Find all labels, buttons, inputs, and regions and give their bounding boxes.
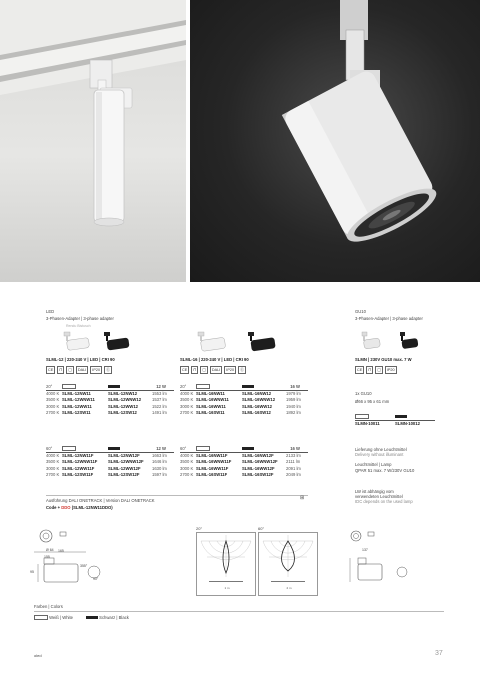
table-row: 3500 K SLML-16WNW11 SLML-16WNW12 1959 lm	[180, 397, 301, 403]
table-row: 3500 K SLML-12WNW11F SLML-12WNW12F 1646 lm	[46, 459, 167, 465]
table-slml12-60	[46, 446, 174, 478]
table-row: 3000 K SLML-16WW11F SLML-16WW12F 2091 lm	[180, 465, 301, 471]
product-photo-ceiling-track	[0, 0, 186, 282]
polar-diagram-60	[258, 532, 318, 596]
delivery-note-en: Delivery without illuminant	[355, 452, 404, 457]
dim-d-label: Ø 64	[46, 548, 54, 552]
beam-angle: 60°	[180, 446, 187, 451]
black-swatch	[108, 447, 120, 450]
slmn-cert-icons: CE ⊓ ▢ IP20	[357, 368, 395, 372]
lamp-label: Leuchtmittel | Lamp	[355, 462, 392, 467]
dali-code: Code + DDO (SLML-12NW11DDO)	[46, 505, 113, 510]
delivery-note-de: Lieferung ohne Leuchtmittel	[355, 447, 407, 452]
divider	[34, 611, 444, 612]
table-slml16-60	[180, 446, 308, 478]
section-gu10-title: GU10	[355, 309, 366, 314]
dim-355: 355°	[80, 564, 88, 568]
table-row: 3500 K SLML-16WNW11F SLML-16WNW12F 2111 lm	[180, 459, 301, 465]
table-row: 2700 K SLML-16SW11 SLML-16SW12 1892 lm	[180, 409, 301, 415]
black-swatch	[86, 616, 98, 619]
slmn-thumbnails	[360, 330, 440, 354]
dim-165: 165	[58, 549, 64, 553]
footer-brand: oled	[34, 653, 42, 658]
beam-angle: 60°	[46, 446, 53, 451]
table-slml16-20	[180, 384, 308, 416]
lw-note-de: LW ist abhängig vom	[355, 489, 394, 494]
lamp-count: 1x GU10	[355, 391, 372, 396]
polar1-label: 20°	[196, 526, 203, 531]
svg-text:1 m: 1 m	[224, 586, 230, 590]
polar2-label: 60°	[258, 526, 265, 531]
black-swatch	[395, 415, 407, 418]
slmn-model-line: SLMN | 230V GU10 max. 7 W	[355, 357, 412, 362]
table-row: 4000 K SLML-16NW11F SLML-16NW12F 2133 lm	[180, 453, 301, 459]
dali-note: Ausführung DALI ONETRACK | Version DALI ONETRACK	[46, 498, 155, 503]
table-row: 2700 K SLML-12SW11 SLML-12SW12 1491 lm	[46, 409, 167, 415]
table-row: 4000 K SLML-16NW11 SLML-16NW12 1979 lm	[180, 391, 301, 397]
adapter-label: 3-Phasen-Adapter | 3-phase adapter	[46, 316, 114, 321]
table-row: 4000 K SLML-12NW11F SLML-12NW12F 1663 lm	[46, 453, 167, 459]
table-slml12-20	[46, 384, 174, 416]
lw-note-de2: verwendeten Leuchtmittel	[355, 494, 403, 499]
black-swatch	[242, 385, 254, 388]
white-swatch	[355, 414, 369, 419]
lw-note-en: IDC depends on the used lamp	[355, 499, 413, 504]
color-white: Weiß | White	[34, 615, 73, 620]
dali-icon: ⊞	[300, 495, 305, 501]
slml16-model-line: SLML-16 | 220-240 V | LED | CRI 90	[180, 357, 249, 362]
black-swatch	[242, 447, 254, 450]
white-swatch	[34, 615, 48, 620]
wattage: 16 W	[290, 384, 300, 389]
table-row: 2700 K SLML-16SW11F SLML-16SW12F 2049 lm	[180, 471, 301, 477]
dim-90: 90°	[93, 577, 99, 581]
table-row: SLMN-10011 SLMN-10012	[355, 421, 420, 427]
wattage: 16 W	[290, 446, 300, 451]
page-number: 37	[435, 650, 443, 657]
gu10-dimensions: Ø66 x 95 x 61 mm	[355, 399, 390, 404]
gu10-adapter-label: 3-Phasen-Adapter | 3-phase adapter	[355, 316, 423, 321]
section-led-title: LED	[46, 309, 55, 314]
dim-95: 95	[30, 570, 34, 574]
white-swatch	[62, 446, 76, 451]
white-swatch	[196, 384, 210, 389]
table-row: 2700 K SLML-12SW11F SLML-12SW12F 1597 lm	[46, 471, 167, 477]
table-row: 3000 K SLML-12WW11 SLML-12WW12 1522 lm	[46, 403, 167, 409]
polar-diagram-20	[196, 532, 256, 596]
beam-angle: 20°	[46, 384, 53, 389]
divider	[46, 495, 308, 496]
wattage: 12 W	[156, 446, 166, 451]
product-photo-spotlight-closeup	[190, 0, 480, 282]
slml16-cert-icons: CE ⊓ ▢ DALI IP20 Ⓔ	[182, 368, 244, 372]
black-swatch	[108, 385, 120, 388]
wattage: 12 W	[156, 384, 166, 389]
svg-text:2 m: 2 m	[286, 586, 292, 590]
table-row: 4000 K SLML-12NW11 SLML-12NW12 1553 lm	[46, 391, 167, 397]
slml12-cert-icons: CE ⊓ ▢ DALI IP20 Ⓔ	[48, 368, 110, 372]
table-row: 3000 K SLML-12WW11F SLML-12WW12F 1630 lm	[46, 465, 167, 471]
beam-angle: 20°	[180, 384, 187, 389]
dimension-drawing-slmn	[340, 528, 420, 594]
white-swatch	[196, 446, 210, 451]
lamp-spec: QPAR 51 max. 7 W/230V GU10	[355, 468, 415, 473]
colors-title: Farben | Colors	[34, 604, 63, 609]
slml12-model-line: SLML-12 | 220-240 V | LED | CRI 90	[46, 357, 115, 362]
slml16-thumbnails	[196, 330, 276, 354]
dimension-drawing-slml	[30, 528, 110, 594]
render-label: Rendu Bistusch	[66, 324, 91, 328]
color-black: Schwarz | Black	[86, 615, 129, 620]
dim-155: 155	[44, 555, 50, 559]
white-swatch	[62, 384, 76, 389]
table-row: 3500 K SLML-12WNW11 SLML-12WNW12 1537 lm	[46, 397, 167, 403]
table-row: 3000 K SLML-16WW11 SLML-16WW12 1940 lm	[180, 403, 301, 409]
slml-thumbnails	[62, 330, 142, 354]
dim-137: 137	[362, 548, 368, 552]
gu10-code-table	[355, 414, 435, 427]
